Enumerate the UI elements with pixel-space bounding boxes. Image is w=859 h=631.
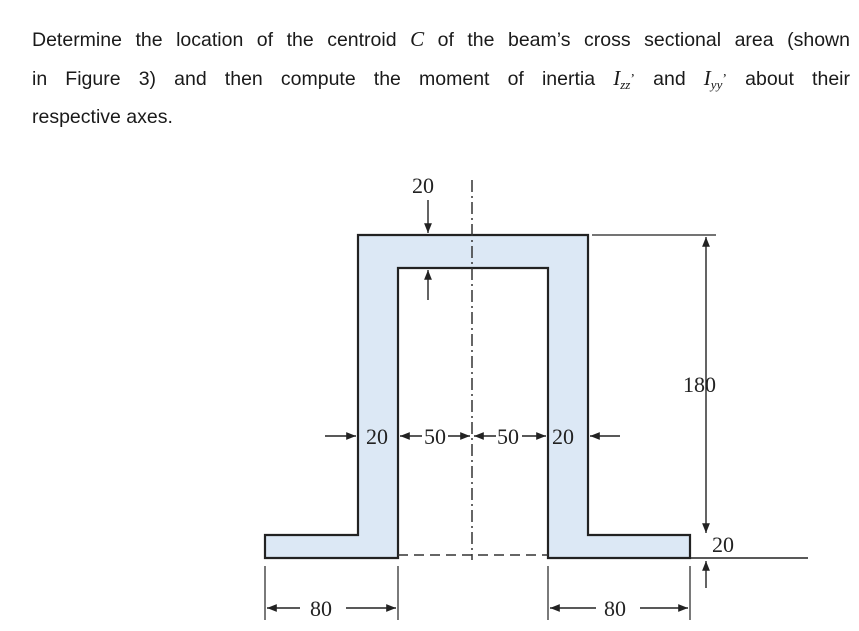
text-segment: and bbox=[635, 68, 704, 90]
text-segment: in Figure 3) and then compute the moment of inertia bbox=[32, 68, 614, 90]
text-segment: of the beam’s cross sectional area (shown bbox=[424, 29, 850, 51]
dim-flange-thickness: 20 bbox=[712, 532, 734, 557]
text-segment: Determine the location of the centroid bbox=[32, 29, 411, 51]
dim-gap-left: 50 bbox=[424, 424, 446, 449]
dim-flange-right: 80 bbox=[604, 596, 626, 621]
iyy-subscript: yy bbox=[710, 77, 723, 92]
izz-base: I bbox=[613, 66, 621, 90]
izz-prime: ’ bbox=[630, 72, 636, 87]
text-segment: respective axes. bbox=[32, 106, 173, 128]
izz-subscript: zz bbox=[620, 77, 631, 92]
dim-web-right: 20 bbox=[552, 424, 574, 449]
cross-section-shape bbox=[265, 235, 690, 558]
dim-gap-right: 50 bbox=[497, 424, 519, 449]
iyy-base: I bbox=[703, 66, 711, 90]
dim-top-thickness: 20 bbox=[412, 173, 434, 198]
dim-height: 180 bbox=[683, 372, 716, 397]
iyy-prime: ’ bbox=[722, 72, 728, 87]
text-segment: about their bbox=[727, 68, 850, 90]
dim-web-left: 20 bbox=[366, 424, 388, 449]
centroid-symbol: C bbox=[410, 27, 425, 51]
dim-flange-left: 80 bbox=[310, 596, 332, 621]
